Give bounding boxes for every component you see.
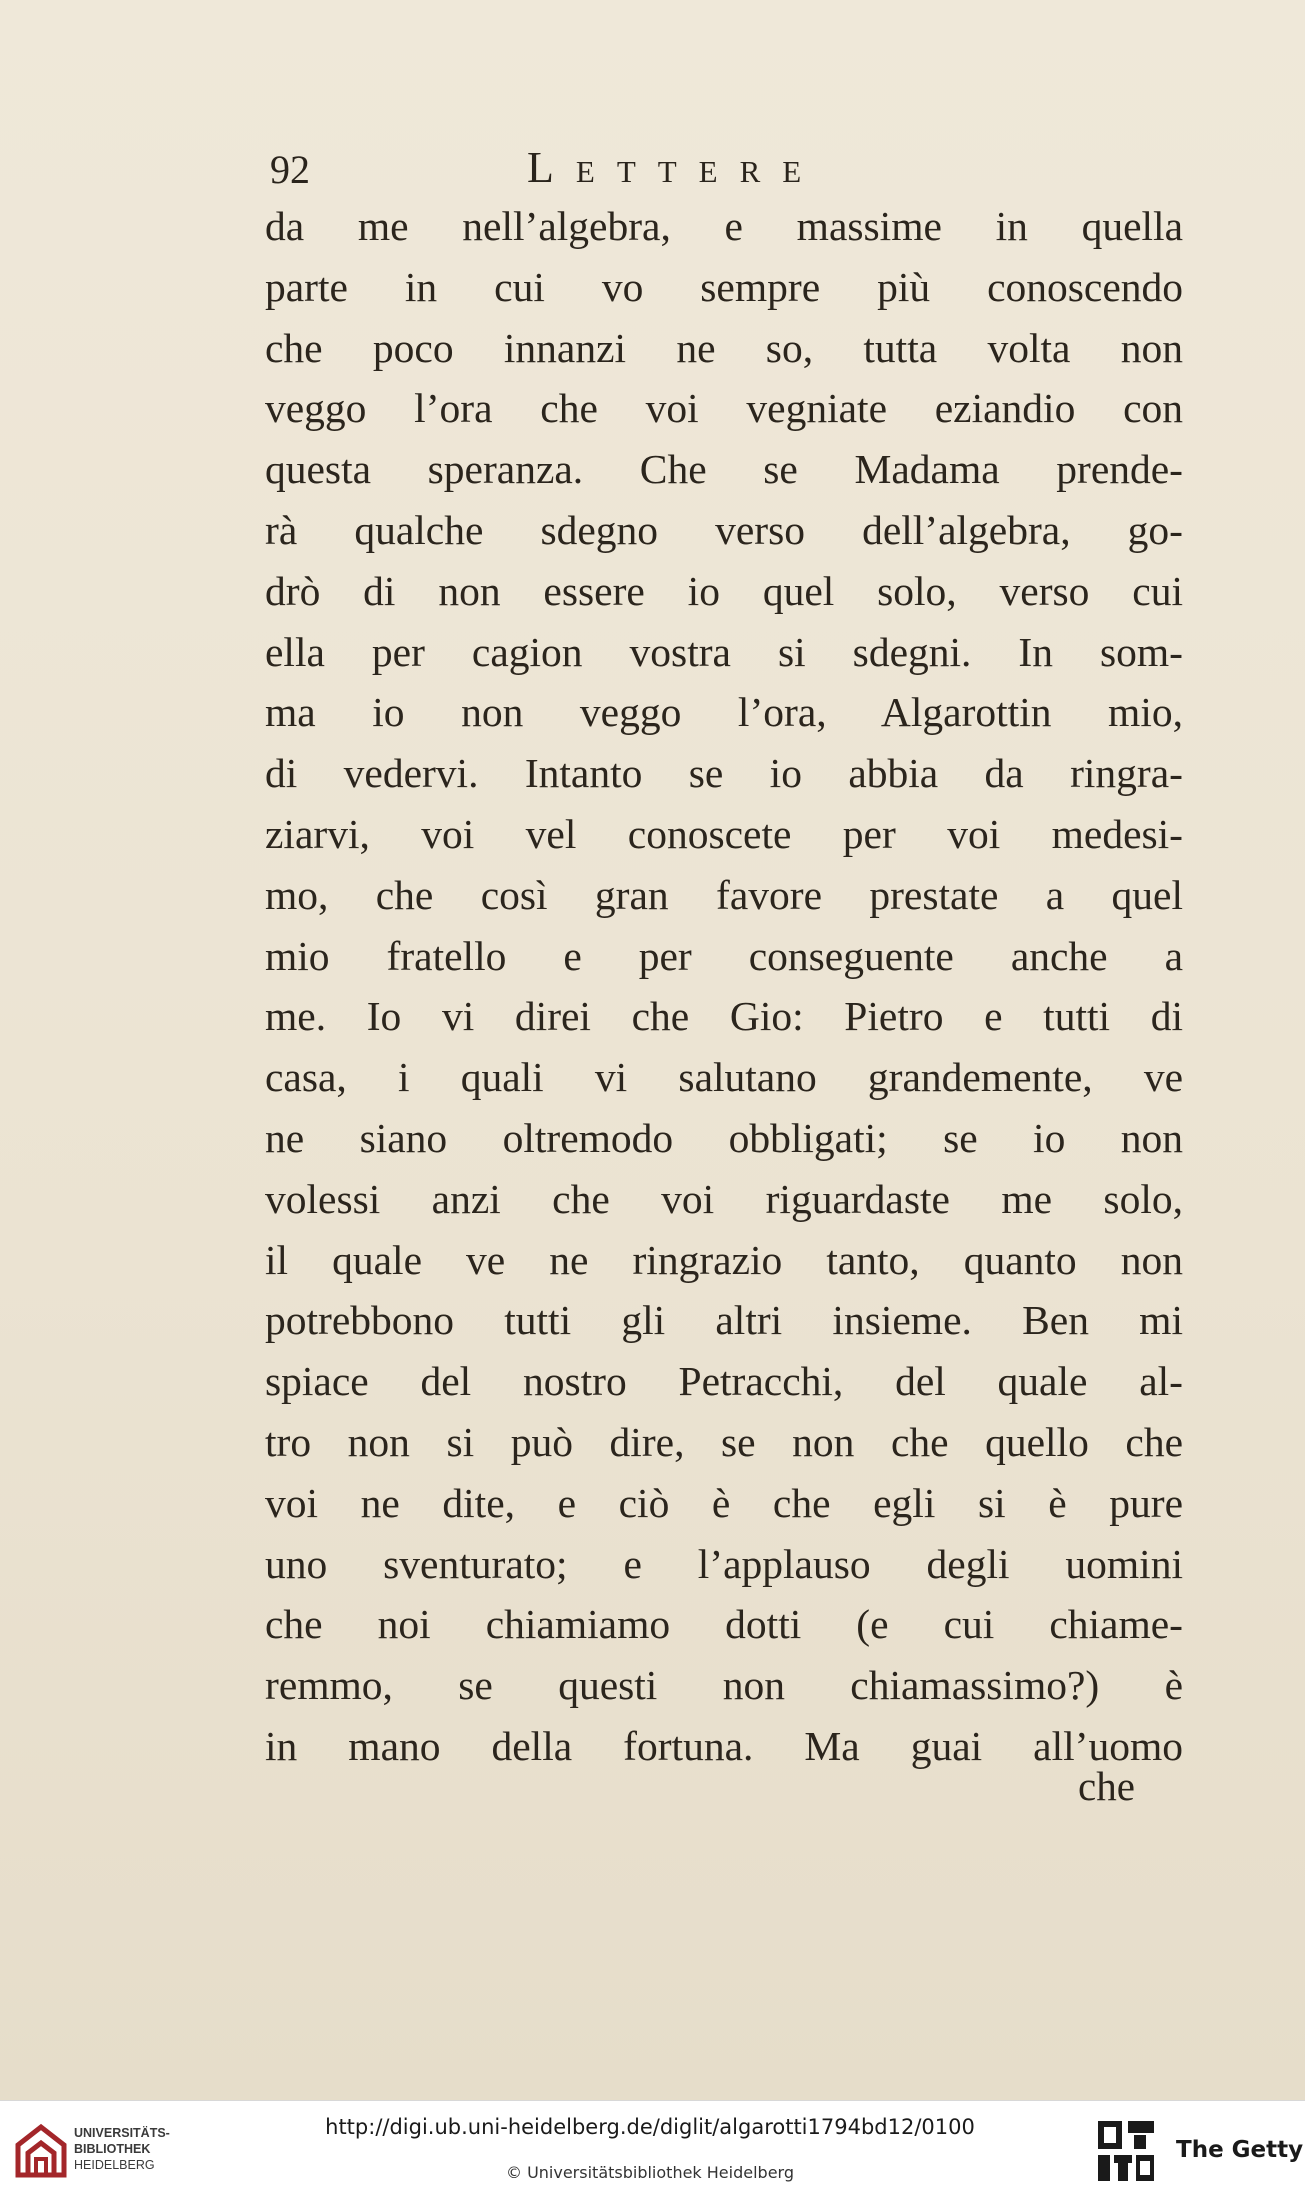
text-line: parte in cui vo sempre più conoscendo (265, 263, 1183, 310)
text-line: me. Io vi direi che Gio: Pietro e tutti di (265, 993, 1183, 1040)
text-line: volessi anzi che voi riguardaste me solo, (265, 1175, 1183, 1222)
text-line: potrebbono tutti gli altri insieme. Ben mi (265, 1297, 1183, 1344)
text-line: ma io non veggo l’ora, Algarottin mio, (265, 689, 1183, 736)
text-line: che poco innanzi ne so, tutta volta non (265, 324, 1183, 371)
university-library-logo[interactable] (14, 2119, 174, 2183)
body-text (265, 196, 1183, 1777)
library-name: UNIVERSITÄTS- BIBLIOTHEK HEIDELBERG (74, 2126, 170, 2172)
text-line: ella per cagion vostra si sdegni. In som- (265, 628, 1183, 675)
catchword: che (1078, 1763, 1135, 1809)
running-head (262, 142, 1162, 202)
text-line: di vedervi. Intanto se io abbia da ringra- (265, 750, 1183, 797)
text-line: mio fratello e per conseguente anche a (265, 932, 1183, 979)
sponsor-name: The Getty (1176, 2137, 1304, 2163)
text-line: uno sventurato; e l’applauso degli uomini (265, 1540, 1183, 1587)
page-number: 92 (270, 147, 310, 192)
text-line: ziarvi, voi vel conoscete per voi medesi- (265, 810, 1183, 857)
text-line: ne siano oltremodo obbligati; se io non (265, 1114, 1183, 1161)
text-line: voi ne dite, e ciò è che egli si è pure (265, 1479, 1183, 1526)
text-line: drò di non essere io quel solo, verso cui (265, 567, 1183, 614)
text-line: che noi chiamiamo dotti (e cui chiame- (265, 1601, 1183, 1648)
text-line: casa, i quali vi salutano grandemente, ve (265, 1054, 1183, 1101)
copyright-notice: © Universitätsbibliothek Heidelberg (505, 2163, 794, 2182)
getty-logo-icon[interactable] (1094, 2117, 1158, 2185)
text-line: spiace del nostro Petracchi, del quale al- (265, 1358, 1183, 1405)
text-line: veggo l’ora che voi vegniate eziandio con (265, 385, 1183, 432)
text-line: tro non si può dire, se non che quello che (265, 1418, 1183, 1465)
text-line: mo, che così gran favore prestate a quel (265, 871, 1183, 918)
running-title: Lettere (527, 143, 824, 192)
text-line: rà qualche sdegno verso dell’algebra, go- (265, 506, 1183, 553)
text-line: remmo, se questi non chiamassimo?) è (265, 1662, 1183, 1709)
ub-heidelberg-logo-icon (14, 2123, 68, 2179)
viewer-footer (0, 2100, 1305, 2200)
permalink-url[interactable]: http://digi.ub.uni-heidelberg.de/diglit/algarotti1794bd12/0100 (325, 2115, 975, 2139)
text-line: in mano della fortuna. Ma guai all’uomo (265, 1722, 1183, 1769)
text-line: il quale ve ne ringrazio tanto, quanto non (265, 1236, 1183, 1283)
text-line: da me nell’algebra, e massime in quella (265, 203, 1183, 249)
text-line: questa speranza. Che se Madama prende- (265, 446, 1183, 493)
